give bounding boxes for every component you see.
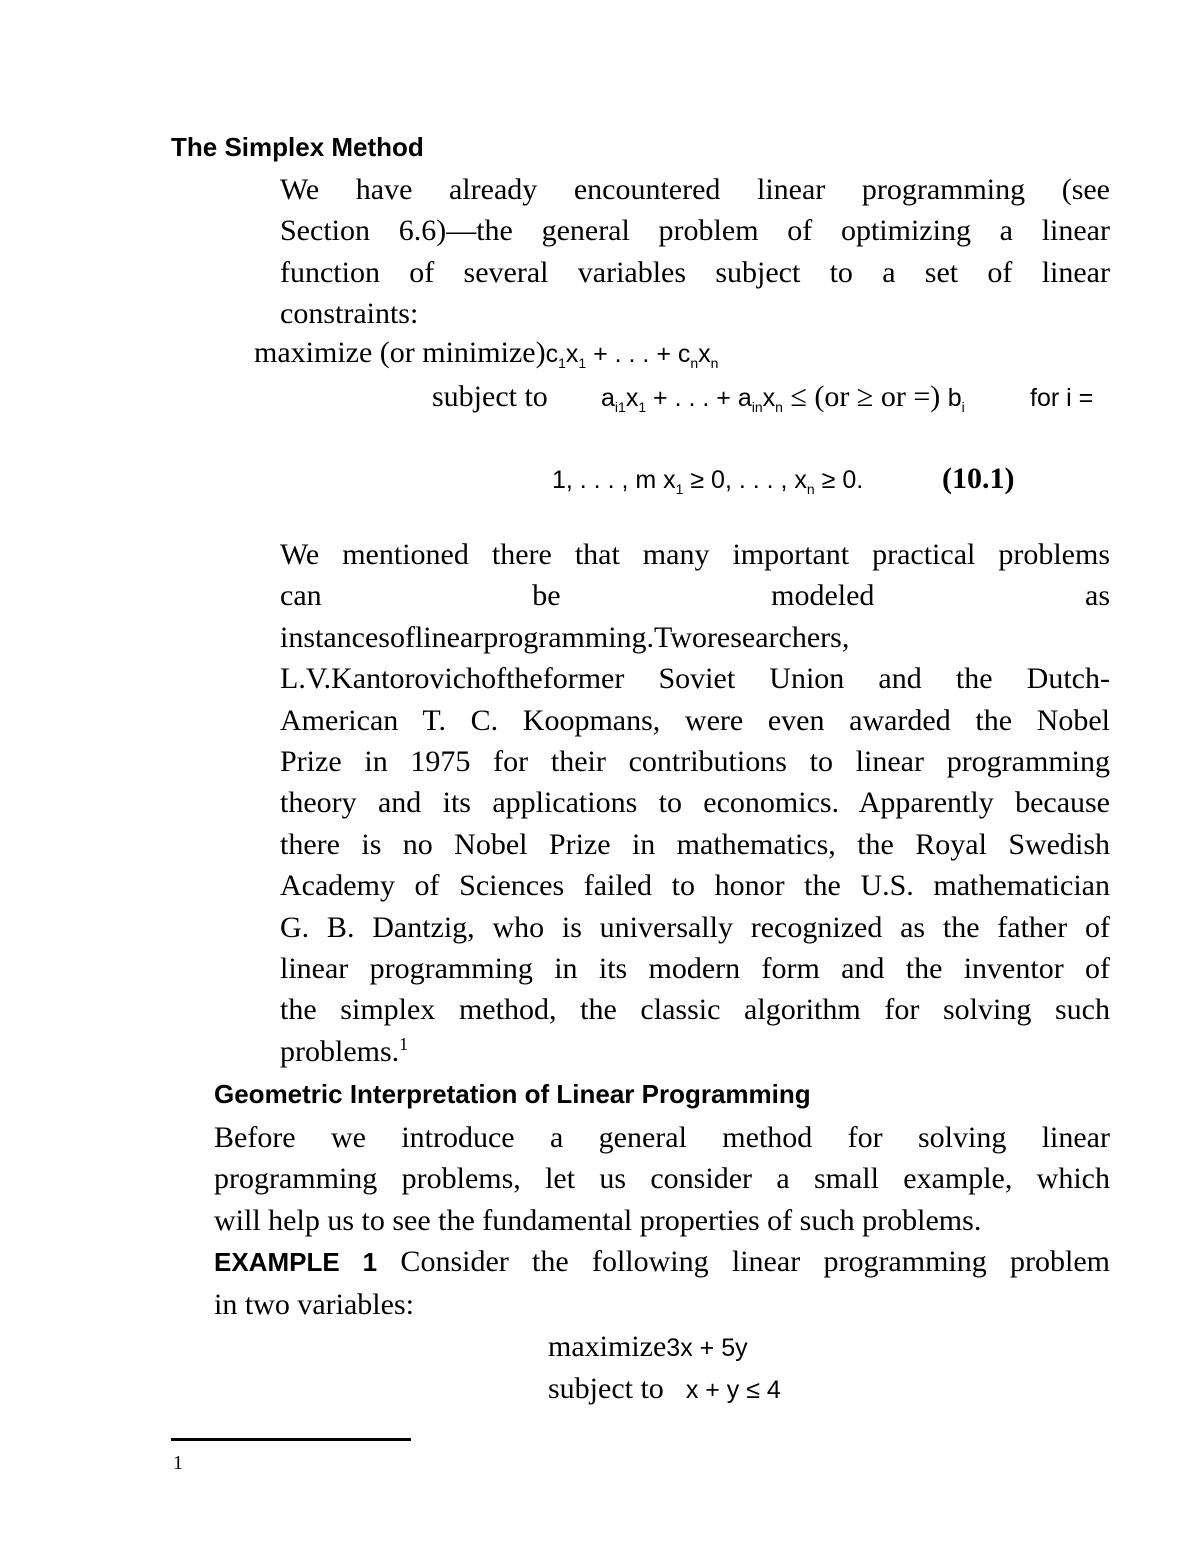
footnote-separator <box>171 1438 411 1441</box>
example-line-2: in two variables: <box>214 1287 414 1321</box>
geometric-paragraph <box>214 1117 1110 1325</box>
equation-constraint-line <box>601 380 965 415</box>
example-constraint-expression: x + y ≤ 4 <box>685 1376 781 1404</box>
equation-for-i: for i = <box>1030 384 1094 412</box>
example-objective-word: maximize <box>548 1330 667 1363</box>
history-line-13: problems.$^1$ <box>280 1033 409 1068</box>
constraint-relation: ≤ (or ≥ or =) <box>782 380 948 413</box>
example-line-1: EXAMPLE 1 Consider the following linear programming problem <box>214 1245 1111 1279</box>
history-line-7: theory and its applications to economics. Apparently because <box>280 786 1110 820</box>
equation-subject-to-label: subject to <box>432 380 548 413</box>
equation-label: (10.1) <box>942 462 1015 495</box>
footnote-number: 1 <box>173 1452 183 1474</box>
intro-line-2: Section 6.6)—the general problem of optimizing a linear <box>280 214 1110 248</box>
geometric-line-3: will help us to see the fundamental properties of such problems. <box>214 1203 982 1237</box>
history-line-9: Academy of Sciences failed to honor the U.S. mathematician <box>280 869 1110 903</box>
history-line-1: We mentioned there that many important practical problems <box>280 538 1110 571</box>
geometric-line-2: programming problems, let us consider a small example, which <box>214 1162 1110 1196</box>
intro-line-3: function of several variables subject to a set of linear <box>280 255 1110 289</box>
subsection-title: Geometric Interpretation of Linear Programming <box>214 1079 811 1109</box>
example-objective-expression: 3x + 5y <box>666 1334 748 1362</box>
history-line-4: L.V.Kantorovichoftheformer Soviet Union and the Dutch- <box>280 662 1110 696</box>
objective-expression: $c_1x_1$ + . . . + $c_nx_n$ <box>545 340 719 371</box>
example-label: EXAMPLE 1 <box>214 1247 378 1278</box>
equation-range-line <box>552 462 863 497</box>
history-line-11: linear programming in its modern form and the inventor of <box>280 952 1110 986</box>
constraint-expression: $a_{i1}x_1$ + . . . + $a_{in}x_n$ <box>601 384 783 415</box>
history-line-2: can be modeled as <box>280 579 1110 613</box>
example-objective <box>548 1330 748 1364</box>
history-line-5: American T. C. Koopmans, were even awarded the Nobel <box>280 703 1110 737</box>
constraint-rhs: $b_i$ <box>947 384 965 415</box>
section-title: The Simplex Method <box>171 132 424 162</box>
intro-line-4: constraints: <box>280 297 419 331</box>
history-line-3: instancesoflinearprogramming.Tworesearchers, <box>280 620 850 654</box>
example-constraint <box>548 1372 781 1406</box>
footnote-reference[interactable]: 1 <box>399 1033 409 1054</box>
history-line-6: Prize in 1975 for their contributions to linear programming <box>280 745 1110 779</box>
geometric-line-1: Before we introduce a general method for solving linear <box>214 1121 1110 1154</box>
example-subject-to: subject to <box>548 1372 664 1405</box>
intro-paragraph <box>280 169 1110 335</box>
objective-word: maximize (or minimize) <box>254 336 546 369</box>
history-line-8: there is no Nobel Prize in mathematics, the Royal Swedish <box>280 827 1110 861</box>
range-expression: 1, . . . , m $x_1 \ge 0$, . . . , $x_n \ge 0$. <box>552 466 864 497</box>
intro-line-1: We have already encountered linear programming (see <box>280 173 1110 206</box>
history-paragraph <box>280 534 1110 1072</box>
equation-objective-line <box>254 336 718 371</box>
history-line-12: the simplex method, the classic algorithm for solving such <box>280 993 1110 1027</box>
history-line-10: G. B. Dantzig, who is universally recognized as the father of <box>280 910 1110 944</box>
